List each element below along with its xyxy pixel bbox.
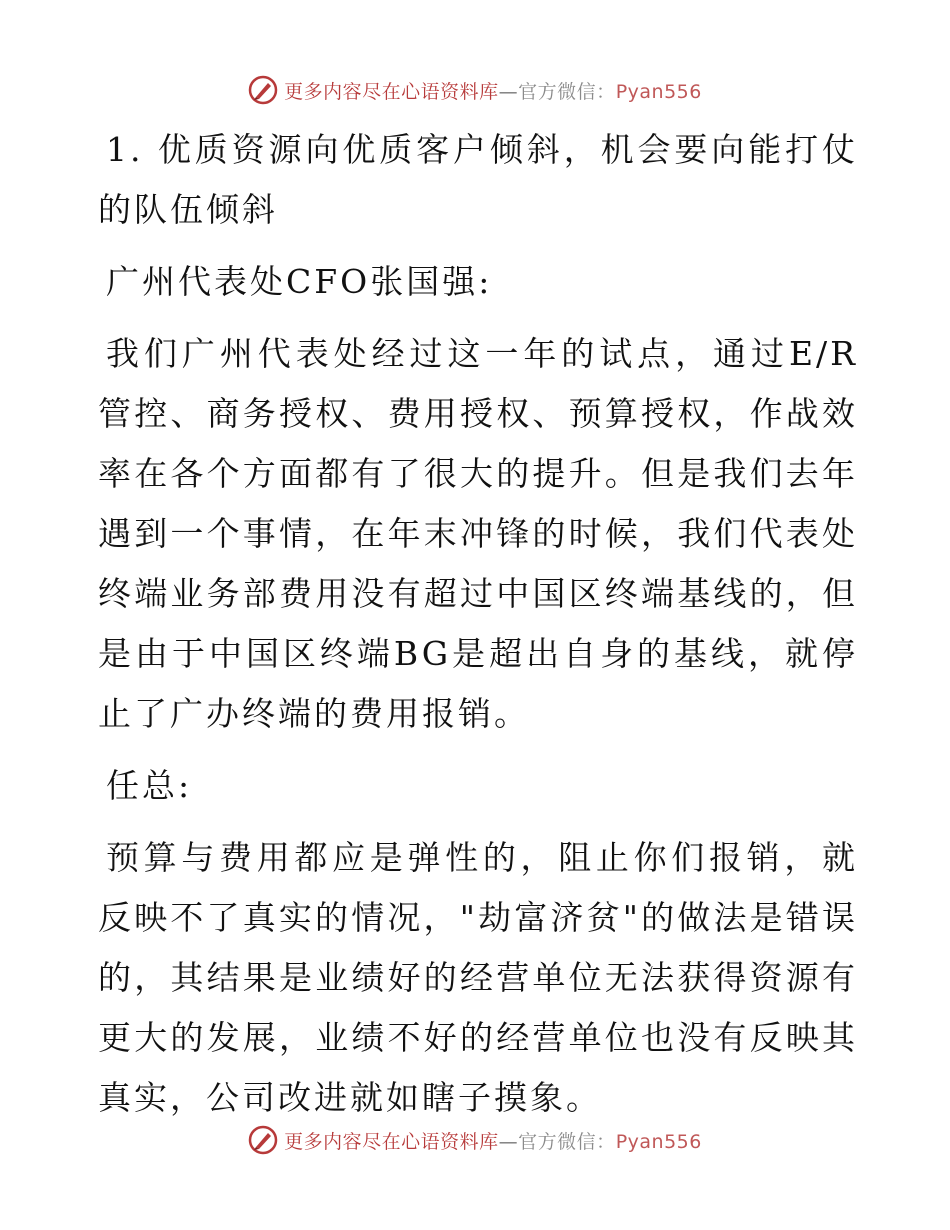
speaker-label-cfo: 广州代表处CFO张国强: <box>106 262 493 301</box>
ren-statement: 预算与费用都应是弹性的，阻止你们报销，就反映不了真实的情况，"劫富济贫"的做法是错误的，其结果是业绩好的经营单位无法获得资源有更大的发展，业绩不好的经营单位也没有反映其真实，公司改进就如瞎子摸象。 <box>98 838 858 1117</box>
footer-watermark-banner <box>0 1120 950 1160</box>
banner-dash: — <box>498 1130 519 1153</box>
banner-main-text: 更多内容尽在心语资料库 <box>284 80 499 103</box>
banner-text <box>284 77 702 104</box>
section-heading: 1. 优质资源向优质客户倾斜，机会要向能打仗的队伍倾斜 <box>98 130 858 229</box>
header-watermark-banner <box>0 70 950 110</box>
banner-dash: — <box>498 80 519 103</box>
banner-wechat-label: 官方微信： <box>518 80 616 103</box>
speaker-label-ren: 任总: <box>106 766 193 805</box>
cfo-statement: 我们广州代表处经过这一年的试点，通过E/R管控、商务授权、费用授权、预算授权，作战效率在各个方面都有了很大的提升。但是我们去年遇到一个事情，在年末冲锋的时候，我们代表处终端业务部费用没有超过中国区终端基线的，但是由于中国区终端BG是超出自身的基线，就停止了广办终端的费用报销。 <box>98 334 858 733</box>
banner-wechat-id: Pyan556 <box>615 1130 702 1153</box>
document-body <box>98 120 858 1140</box>
pen-logo-icon <box>248 1125 278 1155</box>
banner-wechat-id: Pyan556 <box>615 80 702 103</box>
pen-logo-icon <box>248 75 278 105</box>
banner-wechat-label: 官方微信： <box>518 1130 616 1153</box>
banner-text <box>284 1127 702 1154</box>
banner-main-text: 更多内容尽在心语资料库 <box>284 1130 499 1153</box>
